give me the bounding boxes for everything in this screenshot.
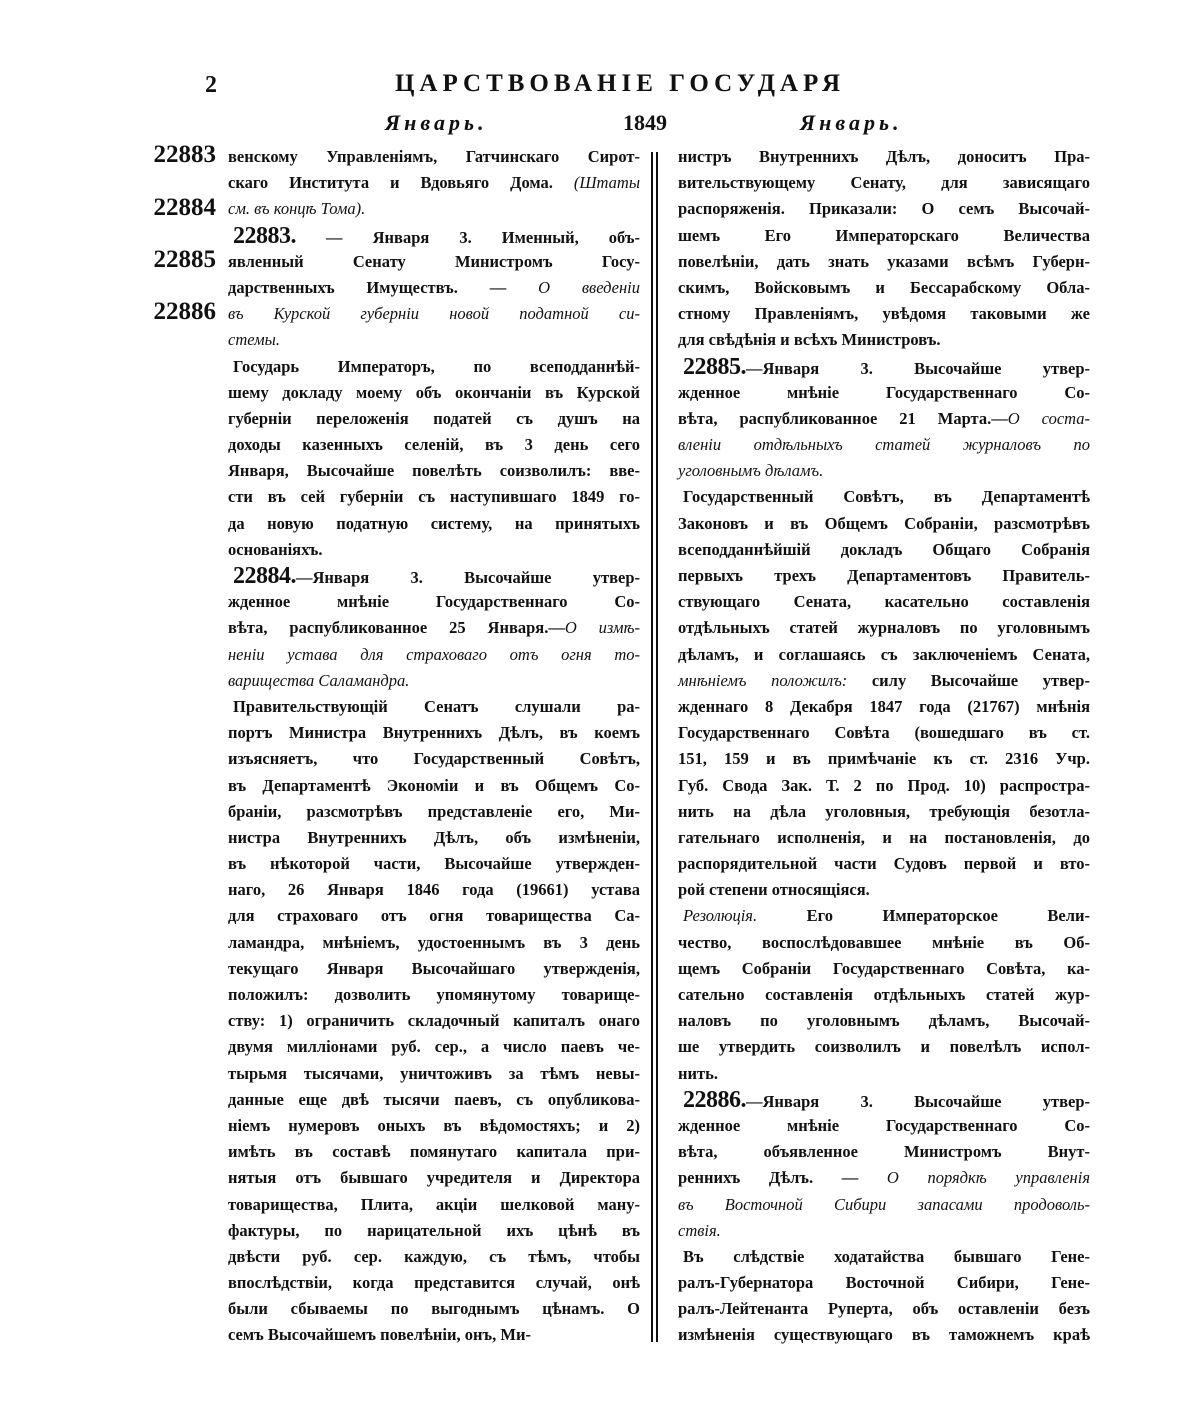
text-segment: см. въ концѣ Тома). xyxy=(228,199,366,219)
text-segment: чество, воспослѣдовавшее мнѣніе въ Об- xyxy=(678,932,1090,952)
text-segment: Правительствующій Сенатъ слушали ра- xyxy=(233,696,640,716)
text-segment: наловъ по уголовнымъ дѣламъ, Высочай- xyxy=(678,1011,1090,1031)
text-line xyxy=(228,1270,640,1296)
text-segment: вительствующему Сенату, для зависящаго xyxy=(678,173,1090,193)
text-segment: щемъ Собраніи Государственнаго Совѣта, ка- xyxy=(678,958,1090,978)
margin-number: 22886 xyxy=(153,298,216,325)
text-segment: распорядительной части Судовъ первой и вто- xyxy=(678,854,1090,874)
text-line xyxy=(228,799,640,825)
entry-number: 22886. xyxy=(683,1086,746,1113)
text-segment: измѣненія существующаго въ таможнемъ краѣ xyxy=(678,1325,1090,1345)
text-segment: двумя милліонами руб. сер., а число паевъ че- xyxy=(228,1037,640,1057)
text-segment: вѣта, объявленное Министромъ Внут- xyxy=(678,1142,1090,1162)
text-segment: для страховаго отъ огня товарищества Са- xyxy=(228,906,640,926)
text-line xyxy=(678,563,1090,589)
text-line xyxy=(228,1322,640,1348)
text-segment: сательно составленія отдѣльныхъ статей жур- xyxy=(678,985,1090,1004)
text-segment: вѣта, распубликованное 21 Марта.— xyxy=(678,408,1008,428)
left-column xyxy=(228,144,640,1349)
text-line xyxy=(228,1008,640,1034)
text-line xyxy=(228,1165,640,1191)
text-segment: Государственнаго Совѣта (вошедшаго въ ст. xyxy=(678,723,1090,743)
text-segment: (Штаты xyxy=(573,173,640,193)
text-line xyxy=(228,537,640,563)
text-line xyxy=(228,615,640,641)
text-line xyxy=(678,1165,1090,1191)
text-line xyxy=(678,223,1090,249)
entry-number: 22885. xyxy=(683,353,746,380)
text-line xyxy=(678,354,1090,380)
text-line xyxy=(678,642,1090,668)
text-segment: ламандра, мнѣніемъ, удостоеннымъ въ 3 день xyxy=(228,932,640,952)
text-line xyxy=(228,1139,640,1165)
text-segment: шему докладу моему объ окончаніи въ Курской xyxy=(228,382,640,402)
text-segment: — Января 3. Именный, объ- xyxy=(296,227,640,247)
text-line xyxy=(228,877,640,903)
text-line xyxy=(228,1113,640,1139)
text-line xyxy=(228,1296,640,1322)
text-segment: ралъ-Лейтенанта Руперта, объ оставленіи безъ xyxy=(678,1299,1090,1319)
text-segment: имѣть въ составѣ помянутаго капитала при- xyxy=(228,1142,640,1162)
text-line xyxy=(678,275,1090,301)
text-segment: уголовнымъ дѣламъ. xyxy=(678,461,824,481)
month-left: Январь. xyxy=(385,110,488,135)
text-segment: нистръ Внутреннихъ Дѣлъ, доноситъ Пра- xyxy=(678,147,1090,166)
text-line xyxy=(678,458,1090,484)
text-segment: впослѣдствіи, когда представится случай, онѣ xyxy=(228,1273,640,1293)
text-line xyxy=(678,930,1090,956)
text-line xyxy=(678,432,1090,458)
text-segment: въ Восточной Сибири запасами продоволь- xyxy=(678,1194,1090,1214)
text-line xyxy=(228,694,640,720)
text-line xyxy=(678,1139,1090,1165)
column-divider xyxy=(656,152,658,1342)
text-segment: первыхъ трехъ Департаментовъ Правитель- xyxy=(678,566,1090,585)
text-line xyxy=(678,799,1090,825)
text-segment: нить. xyxy=(678,1063,718,1083)
text-segment: рой степени относящіяся. xyxy=(678,880,870,900)
text-segment: О измѣ- xyxy=(564,618,640,638)
text-segment: ствующаго Сената, касательно составленія xyxy=(678,592,1090,612)
text-segment: наго, 26 Января 1846 года (19661) устава xyxy=(228,880,640,900)
text-segment: венскому Управленіямъ, Гатчинскаго Сирот- xyxy=(228,147,640,166)
text-line xyxy=(678,1270,1090,1296)
text-segment: неніи устава для страховаго отъ огня то- xyxy=(228,644,640,664)
text-line xyxy=(678,1008,1090,1034)
text-segment: для свѣдѣнія и всѣхъ Министровъ. xyxy=(678,330,941,350)
margin-number: 22885 xyxy=(153,246,216,273)
column-divider xyxy=(651,152,653,1342)
text-line xyxy=(228,589,640,615)
month-right: Январь. xyxy=(800,110,903,135)
text-segment: тырьмя тысячами, уничтоживъ за тѣмъ невы- xyxy=(228,1063,640,1083)
text-line xyxy=(228,144,640,170)
year: 1849 xyxy=(623,110,667,135)
entry-number: 22883. xyxy=(233,222,296,249)
text-segment: ніемъ нумеровъ оныхъ въ вѣдомостяхъ; и 2) xyxy=(228,1115,640,1135)
text-segment: силу Высочайше утвер- xyxy=(847,670,1090,690)
text-segment: скаго Института и Вдовьяго Дома. xyxy=(228,173,574,193)
text-line xyxy=(678,589,1090,615)
text-segment: основаніяхъ. xyxy=(228,539,323,559)
text-segment: Резолюція. xyxy=(683,906,758,926)
text-segment: Января, Высочайше повелѣть соизволилъ: вве- xyxy=(228,461,640,481)
text-line xyxy=(678,982,1090,1008)
text-segment: въ Департаментѣ Экономіи и въ Общемъ Со- xyxy=(228,775,640,795)
text-line xyxy=(678,615,1090,641)
text-line xyxy=(678,1218,1090,1244)
text-segment: реннихъ Дѣлъ. — xyxy=(678,1168,887,1188)
text-line xyxy=(678,694,1090,720)
text-segment: всеподданнѣйшій докладъ Общаго Собранія xyxy=(678,539,1090,559)
text-line xyxy=(228,1087,640,1113)
text-line xyxy=(228,249,640,275)
text-segment: стному Правленіямъ, увѣдомя таковыми же xyxy=(678,304,1090,324)
text-segment: дѣламъ, и соглашаясь съ заключеніемъ Сената, xyxy=(678,644,1090,664)
text-segment: ше утвердить соизволилъ и повелѣлъ испол- xyxy=(678,1037,1090,1057)
text-line xyxy=(678,170,1090,196)
text-segment: О введеніи xyxy=(538,277,640,297)
text-segment: данные еще двѣ тысячи паевъ, съ опубликова- xyxy=(228,1089,640,1109)
text-line xyxy=(228,851,640,877)
text-segment: Его Императорское Вели- xyxy=(757,906,1090,926)
text-segment: —Января 3. Высочайше утвер- xyxy=(746,358,1090,378)
text-line xyxy=(228,223,640,249)
text-segment: вленіи отдѣльныхъ статей журналовъ по xyxy=(678,435,1090,455)
text-segment: Законовъ и въ Общемъ Собраніи, разсмотрѣвъ xyxy=(678,513,1090,533)
text-segment: отдѣльныхъ статей журналовъ по уголовнымъ xyxy=(678,618,1090,638)
text-line xyxy=(678,144,1090,170)
text-line xyxy=(678,746,1090,772)
text-segment: О соста- xyxy=(1007,408,1090,428)
text-line xyxy=(228,432,640,458)
text-segment: изъясняетъ, что Государственный Совѣтъ, xyxy=(228,749,640,769)
text-segment: ствія. xyxy=(678,1220,721,1240)
text-segment: гательнаго исполненія, и на постановленія, до xyxy=(678,827,1090,847)
text-line xyxy=(228,170,640,196)
text-line xyxy=(228,1061,640,1087)
text-line xyxy=(228,642,640,668)
text-line xyxy=(678,484,1090,510)
text-line xyxy=(228,275,640,301)
text-line xyxy=(678,773,1090,799)
text-line xyxy=(678,903,1090,929)
text-segment: стемы. xyxy=(228,330,280,350)
text-segment: Въ слѣдствіе ходатайства бывшаго Гене- xyxy=(683,1246,1090,1266)
text-line xyxy=(678,511,1090,537)
text-segment: въ Курской губерніи новой податной си- xyxy=(228,304,640,324)
text-line xyxy=(228,1192,640,1218)
text-line xyxy=(678,327,1090,353)
text-line xyxy=(678,877,1090,903)
text-segment: ралъ-Губернатора Восточной Сибири, Гене- xyxy=(678,1273,1090,1293)
text-line xyxy=(678,537,1090,563)
text-line xyxy=(228,484,640,510)
text-line xyxy=(228,1034,640,1060)
text-line xyxy=(678,668,1090,694)
text-segment: шемъ Его Императорскаго Величества xyxy=(678,225,1090,245)
text-segment: вѣта, распубликованное 25 Января.— xyxy=(228,618,565,638)
text-line xyxy=(678,1244,1090,1270)
text-line xyxy=(678,380,1090,406)
text-segment: товарищества, Плита, акціи шелковой ману- xyxy=(228,1194,640,1214)
text-segment: двѣсти руб. сер. каждую, съ тѣмъ, чтобы xyxy=(228,1246,640,1266)
text-segment: нятыя отъ бывшаго учредителя и Директора xyxy=(228,1168,640,1188)
right-column xyxy=(678,144,1090,1349)
entry-number: 22884. xyxy=(233,563,296,589)
text-segment: повелѣніи, дать знать указами всѣмъ Губерн- xyxy=(678,251,1090,271)
text-segment: явленный Сенату Министромъ Госу- xyxy=(228,251,640,271)
text-line xyxy=(228,825,640,851)
text-line xyxy=(678,956,1090,982)
text-line xyxy=(678,1192,1090,1218)
text-line xyxy=(678,1113,1090,1139)
text-segment: въ нѣкоторой части, Высочайше утвержден- xyxy=(228,854,640,874)
text-line xyxy=(678,406,1090,432)
text-line xyxy=(228,720,640,746)
text-segment: —Января 3. Высочайше утвер- xyxy=(746,1091,1090,1111)
text-segment: варищества Саламандра. xyxy=(228,670,410,690)
text-line xyxy=(228,746,640,772)
text-line xyxy=(228,1218,640,1244)
text-segment: семъ Высочайшемъ повелѣніи, онъ, Ми- xyxy=(228,1325,531,1345)
text-segment: да новую податную систему, на принятыхъ xyxy=(228,513,640,533)
text-segment: были сбываемы по выгоднымъ цѣнамъ. О xyxy=(228,1299,640,1319)
page-number: 2 xyxy=(205,72,217,98)
text-segment: распоряженія. Приказали: О семъ Высочай- xyxy=(678,199,1090,219)
text-segment: портъ Министра Внутреннихъ Дѣлъ, въ коемъ xyxy=(228,723,640,743)
text-segment: 151, 159 и въ примѣчаніе къ ст. 2316 Учр. xyxy=(678,749,1090,769)
text-segment: губерніи переложенія податей съ душъ на xyxy=(228,408,640,428)
running-title: ЦАРСТВОВАНІЕ ГОСУДАРЯ xyxy=(394,70,846,97)
text-segment: доходы казенныхъ селеній, въ 3 день сего xyxy=(228,435,640,455)
text-segment: мнѣніемъ положилъ: xyxy=(678,670,848,690)
text-segment: дарственныхъ Имуществъ. — xyxy=(228,277,539,297)
text-line xyxy=(678,1087,1090,1113)
text-line xyxy=(228,301,640,327)
text-line xyxy=(228,196,640,222)
text-line xyxy=(678,249,1090,275)
text-segment: Губ. Свода Зак. Т. 2 по Прод. 10) распростра- xyxy=(678,775,1090,795)
text-segment: жденное мнѣніе Государственнаго Со- xyxy=(678,382,1090,402)
text-segment: браніи, разсмотрѣвъ представленіе его, Ми- xyxy=(228,801,640,821)
text-segment: сти въ сей губерніи съ наступившаго 1849 го- xyxy=(228,487,640,507)
text-segment: текущаго Января Высочайшаго утвержденія, xyxy=(228,958,640,978)
text-line xyxy=(228,773,640,799)
text-line xyxy=(228,903,640,929)
text-line xyxy=(228,982,640,1008)
text-segment: Государственный Совѣтъ, въ Департаментѣ xyxy=(683,487,1090,507)
text-line xyxy=(228,956,640,982)
text-segment: —Января 3. Высочайше утвер- xyxy=(296,568,640,587)
text-line xyxy=(228,1244,640,1270)
text-line xyxy=(678,196,1090,222)
text-segment: нить на дѣла уголовныя, требующія безотла- xyxy=(678,801,1090,821)
text-line xyxy=(678,1034,1090,1060)
text-line xyxy=(678,1061,1090,1087)
text-line xyxy=(228,327,640,353)
text-segment: жденнаго 8 Декабря 1847 года (21767) мнѣнія xyxy=(678,696,1090,716)
text-segment: нистра Внутреннихъ Дѣлъ, объ измѣненіи, xyxy=(228,827,640,847)
text-line xyxy=(678,1322,1090,1348)
text-line xyxy=(228,668,640,694)
text-line xyxy=(678,720,1090,746)
text-segment: ству: 1) ограничить складочный капиталъ онаго xyxy=(228,1011,640,1031)
text-segment: Государь Императоръ, по всеподданнѣй- xyxy=(233,356,640,376)
text-line xyxy=(228,458,640,484)
text-line xyxy=(228,511,640,537)
text-line xyxy=(228,406,640,432)
text-segment: положилъ: дозволить упомянутому товарище- xyxy=(228,985,640,1004)
text-line xyxy=(678,301,1090,327)
text-line xyxy=(678,825,1090,851)
text-line xyxy=(678,851,1090,877)
text-line xyxy=(228,930,640,956)
text-segment: жденное мнѣніе Государственнаго Со- xyxy=(678,1115,1090,1135)
text-line xyxy=(678,1296,1090,1322)
margin-number: 22884 xyxy=(153,194,216,221)
text-segment: О порядкѣ управленія xyxy=(886,1168,1090,1188)
text-line xyxy=(228,380,640,406)
text-segment: скимъ, Войсковымъ и Бессарабскому Обла- xyxy=(678,277,1090,297)
text-line xyxy=(228,354,640,380)
text-segment: жденное мнѣніе Государственнаго Со- xyxy=(228,592,640,612)
text-segment: фактуры, по нарицательной ихъ цѣнѣ въ xyxy=(228,1220,640,1240)
text-line xyxy=(228,563,640,589)
margin-number: 22883 xyxy=(153,141,216,168)
